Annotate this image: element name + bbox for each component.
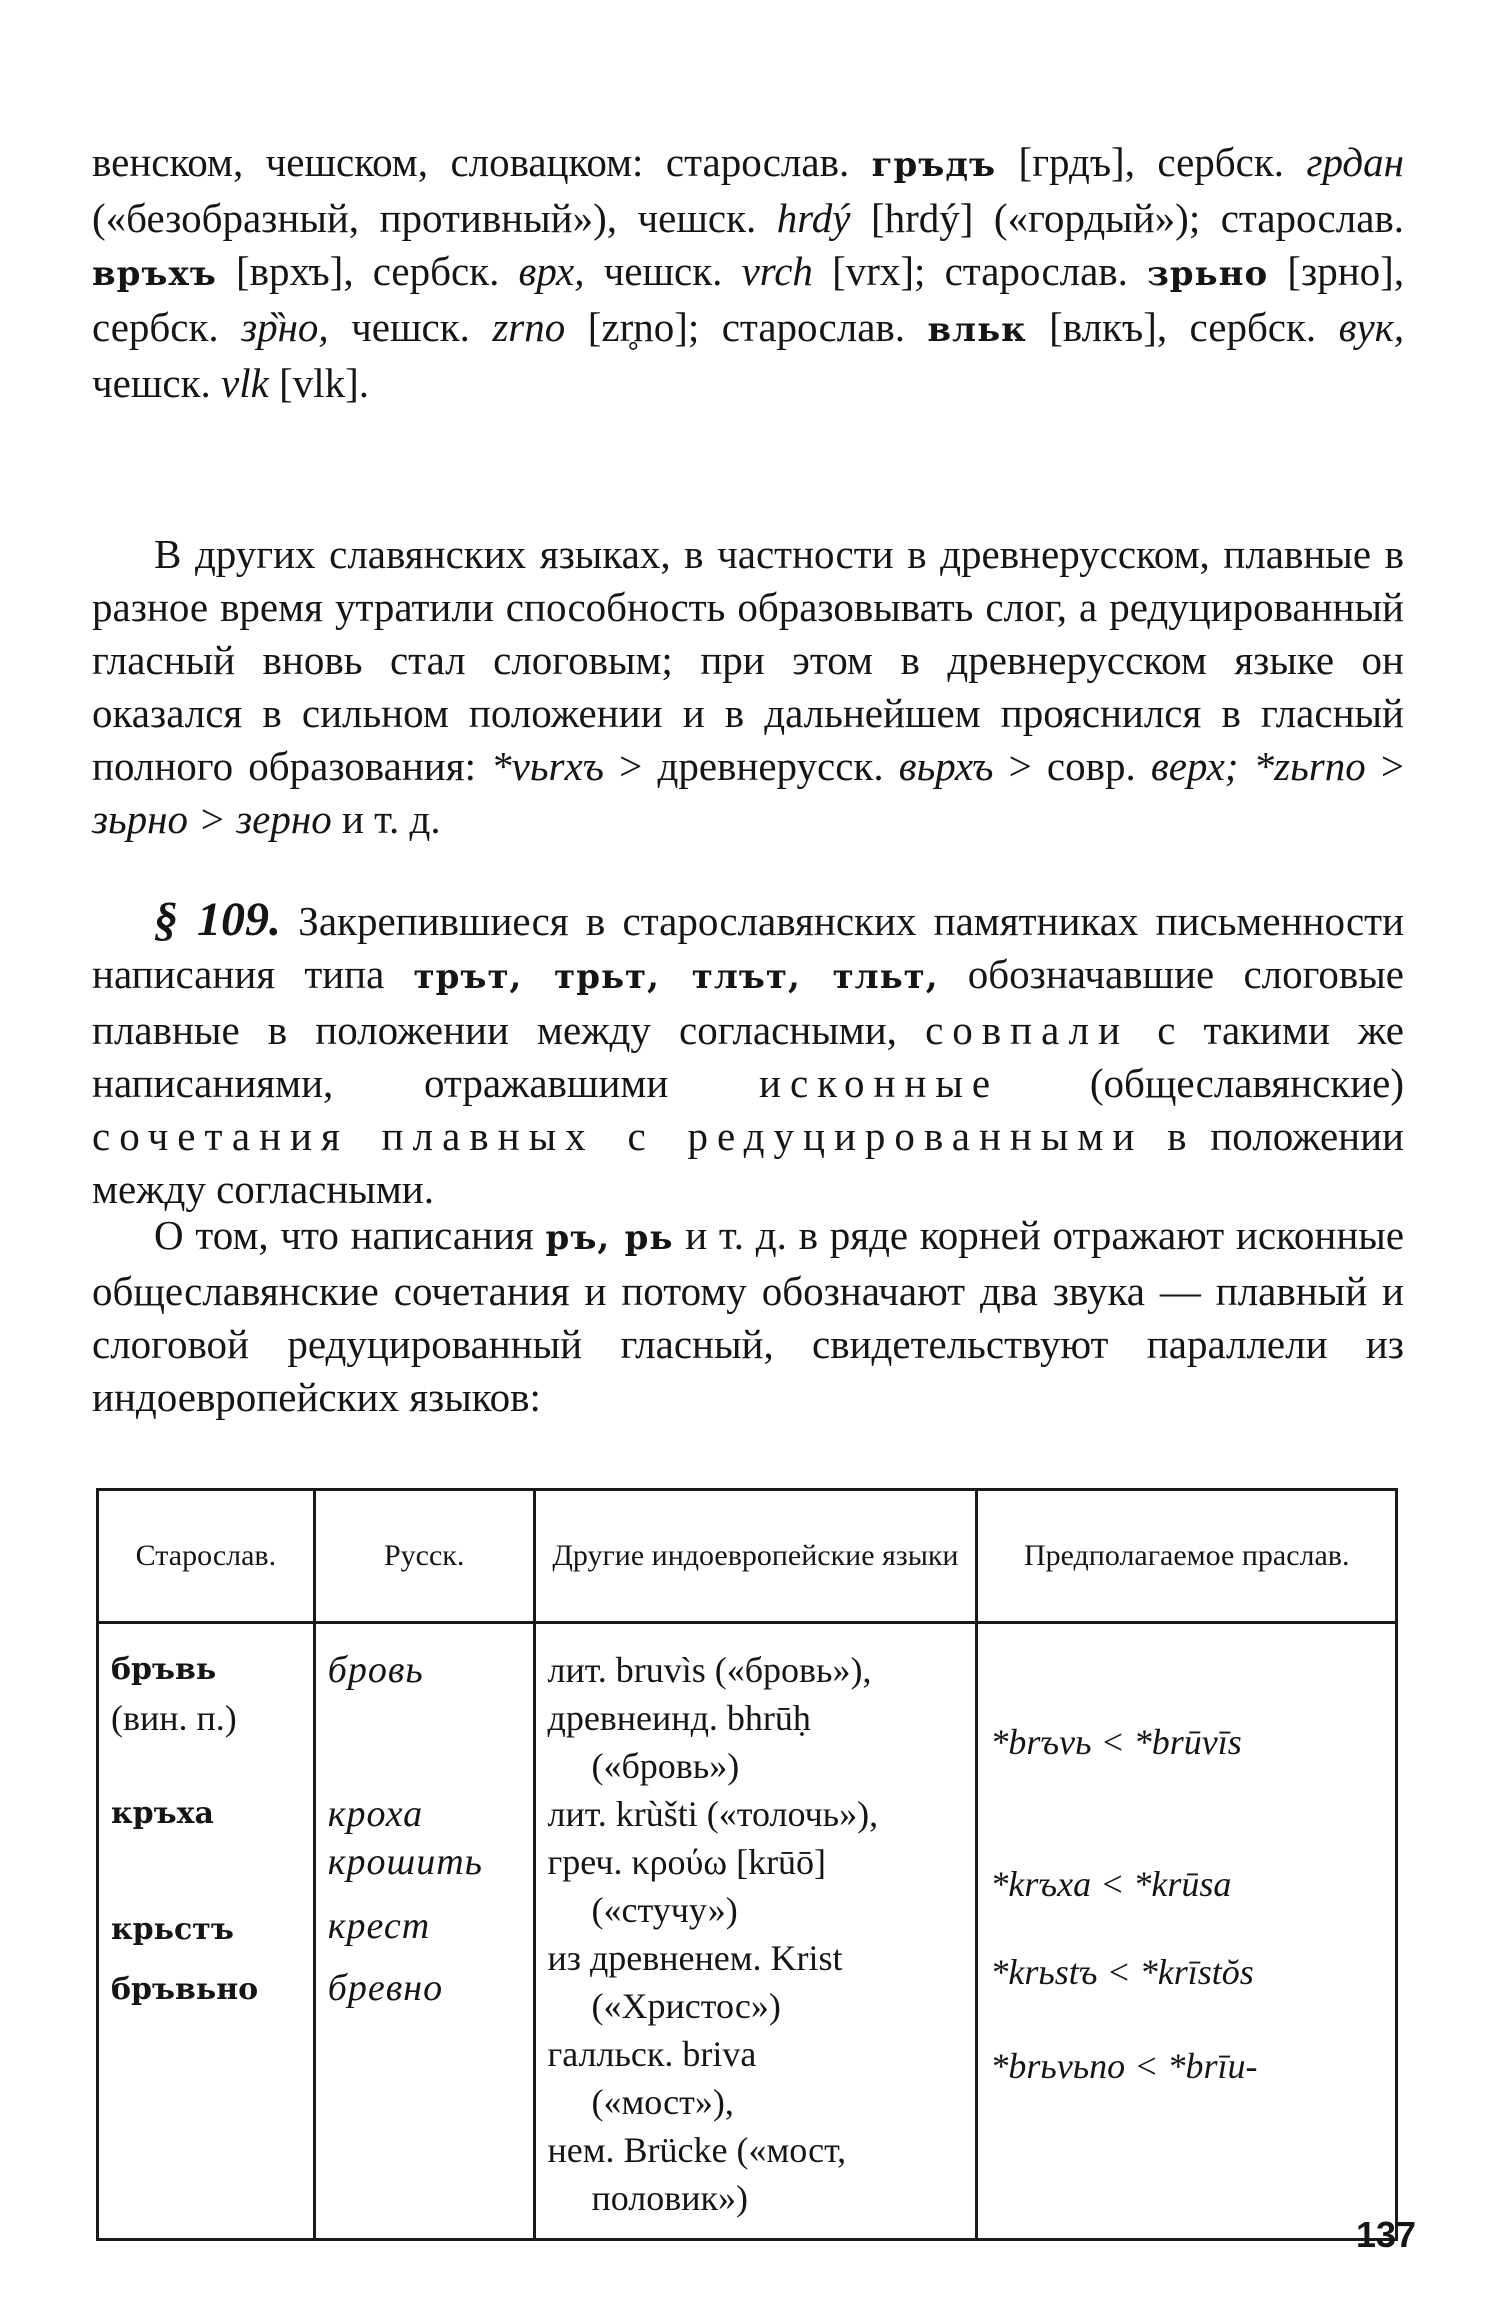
paragraph-1 — [92, 136, 1404, 410]
spaced-emphasis: сочетания плавных с редуцированными — [92, 1113, 1144, 1159]
text: Закрепившиеся в старославянских памятниках письменности написания типа — [92, 898, 1405, 997]
text: обозначавшие слоговые плавные в положении между согласными, — [92, 951, 1404, 1053]
oldslavonic-cell — [98, 1623, 315, 2240]
text: чешск. — [92, 360, 211, 406]
oldslavonic-word: връхъ — [92, 254, 217, 294]
header-russian: Русск. — [314, 1490, 534, 1623]
cell-line: лит. krùšti («толочь»), — [547, 1794, 879, 1834]
cell-line: крест — [327, 1905, 431, 1947]
text: чешск. — [603, 248, 723, 294]
cell-line: бръвь — [111, 1652, 217, 1687]
cell-line: («Христос») — [591, 1986, 781, 2026]
cell-line: *brьvьno < *brīu- — [990, 2046, 1258, 2086]
text: («безобразный, противный»), чешск. — [92, 195, 757, 241]
text: и т. д. в ряде корней отражают исконные общеславянские сочетания и потому обозначают два звука — плавный и слоговой редуцированный гласный, свидетельствуют параллели из индоевропейских языков: — [92, 1212, 1405, 1420]
serbian-word: вук, — [1338, 304, 1405, 350]
comparison-table — [96, 1488, 1398, 2241]
spaced-emphasis: совпали — [925, 1007, 1130, 1053]
text: > совр. — [1008, 743, 1136, 789]
cell-line: бръвьно — [111, 1972, 259, 2007]
reconstructed-form: верх; *zьrno — [1150, 743, 1366, 789]
cell-line: бревно — [327, 1967, 444, 2009]
paragraph-3 — [92, 893, 1404, 1216]
cell-line: кръха — [111, 1796, 214, 1831]
czech-word: vrch — [741, 248, 813, 294]
cell-line: лит. bruvìs («бровь»), — [547, 1650, 872, 1690]
czech-word: zrno — [492, 304, 566, 350]
cell-line: *krьstъ < *krīstŏs — [990, 1952, 1254, 1992]
text: > — [1380, 743, 1405, 789]
text: О том, что написания — [154, 1212, 534, 1258]
oldslavonic-word: зрьно — [1147, 254, 1269, 294]
oldslavonic-word: вльк — [927, 310, 1027, 350]
serbian-word: врх, — [518, 248, 585, 294]
text: [грдъ], сербск. — [1018, 139, 1285, 185]
russian-cell — [314, 1623, 534, 2240]
cell-line: («мост»), — [591, 2082, 734, 2122]
text: В других славянских языках, в частности в древнерусском, плавные в разное время утратили способность образовывать слог, а редуцированный гласный вновь стал слоговым; при этом в древнерусском языке он оказался в сильном положении и в дальнейшем прояснился в гласный полного образования: — [92, 531, 1404, 789]
oldrussian-word: зьрно > зерно — [92, 796, 332, 842]
oldslavonic-spellings: ръ, рь — [545, 1218, 674, 1258]
cell-line: *brъvь < *brūvīs — [990, 1722, 1242, 1762]
text: чешск. — [351, 304, 470, 350]
czech-word: hrdý — [776, 195, 851, 241]
text: [zr̥no]; старослав. — [587, 304, 906, 350]
text: [зрно], сербск. — [92, 248, 1405, 350]
cell-line: бровь — [327, 1649, 424, 1691]
cell-line: нем. Brücke («мост, — [547, 2130, 847, 2170]
oldslavonic-spellings: трът, трьт, тлът, тльт, — [413, 957, 939, 997]
cell-line: из древненем. Krist — [547, 1938, 843, 1978]
text: и т. д. — [341, 796, 441, 842]
text: (общеславянские) — [1089, 1060, 1405, 1106]
text: с такими же написаниями, отражавшими — [92, 1007, 1405, 1106]
page-number: 137 — [1356, 2214, 1417, 2255]
text: [hrdý] («гордый»); старослав. — [870, 195, 1405, 241]
cell-line: («стучу») — [591, 1890, 738, 1930]
text: [vlk]. — [279, 360, 370, 406]
cell-line: кроха — [327, 1793, 424, 1835]
oldslavonic-word: гръдъ — [871, 145, 997, 185]
header-indoeuropean: Другие индоевропейские языки — [534, 1490, 977, 1623]
text: > древнерусск. — [619, 743, 884, 789]
cell-line: половик») — [591, 2178, 748, 2218]
text: [влкъ], сербск. — [1049, 304, 1317, 350]
serbian-word: зр̏но, — [241, 304, 329, 350]
indoeuropean-cell — [534, 1623, 977, 2240]
header-oldslavonic: Старослав. — [98, 1490, 315, 1623]
cell-line: галльск. briva — [547, 2034, 757, 2074]
oldrussian-word: вьрхъ — [898, 743, 994, 789]
paragraph-4 — [92, 1209, 1404, 1424]
cell-line: (вин. п.) — [111, 1698, 237, 1738]
cell-line: *krъxa < *krūsa — [990, 1864, 1232, 1904]
table-header-row — [98, 1490, 1397, 1623]
reconstructed-form: *vьrxъ — [491, 743, 604, 789]
header-protoslavic: Предполагаемое прaслав. — [977, 1490, 1397, 1623]
text: [vrx]; старослав. — [832, 248, 1128, 294]
serbian-word: грдан — [1306, 139, 1405, 185]
cell-line: древнеинд. bhrūḥ — [547, 1698, 811, 1738]
paragraph-2 — [92, 528, 1404, 846]
text: [врхъ], сербск. — [236, 248, 500, 294]
cell-line: крьстъ — [111, 1912, 234, 1947]
section-number: § 109. — [154, 893, 282, 946]
czech-word: vlk — [221, 360, 269, 406]
table-row — [98, 1623, 1397, 2240]
cell-line: крошить — [327, 1841, 483, 1883]
cell-line: («бровь») — [591, 1746, 740, 1786]
cell-line: греч. κρούω [krūō] — [547, 1842, 827, 1882]
text: венском, чешском, словацком: старослав. — [92, 139, 850, 185]
protoslavic-cell — [977, 1623, 1397, 2240]
spaced-emphasis: исконные — [759, 1060, 1000, 1106]
text: в положении между согласными. — [92, 1113, 1404, 1212]
